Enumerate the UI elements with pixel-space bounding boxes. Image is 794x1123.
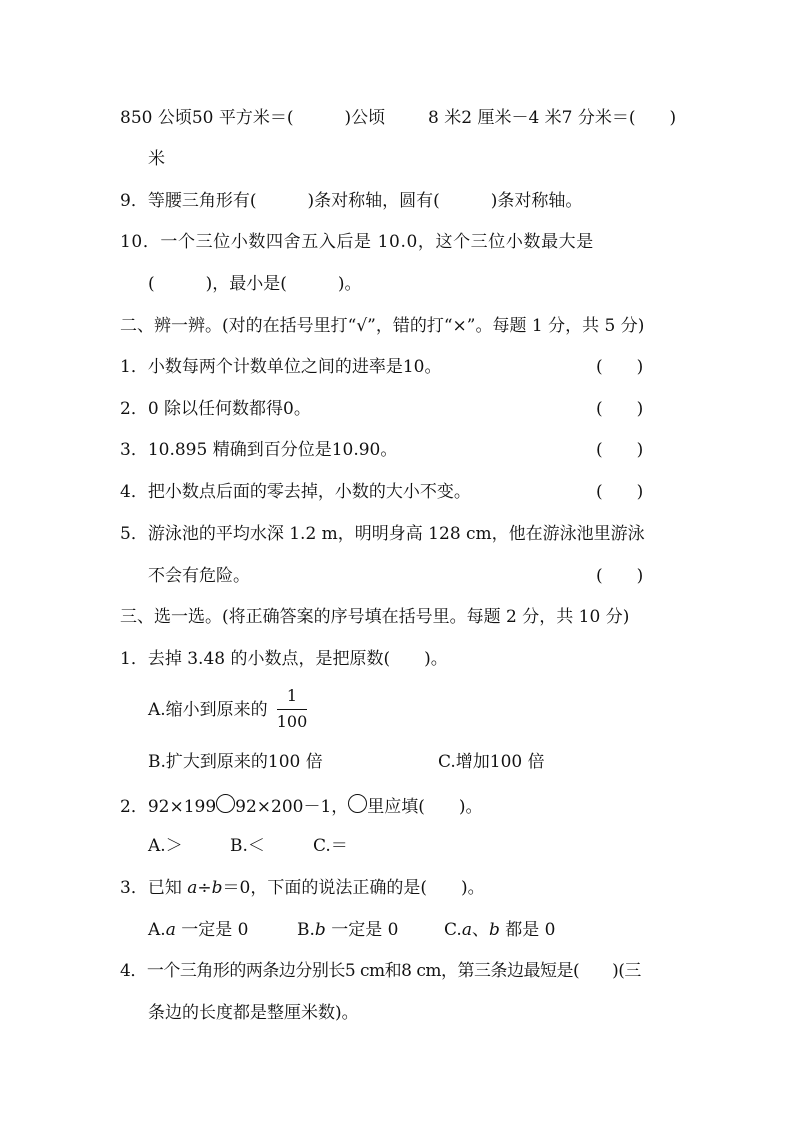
- opt-c-var2: b: [488, 920, 500, 940]
- q8-part-a: 850 公顷50 平方米＝( )公顷: [120, 108, 386, 128]
- opt-a-post: 一定是 0: [175, 920, 249, 940]
- opt-c-var1: a: [461, 920, 472, 940]
- question-9: 9．等腰三角形有( )条对称轴，圆有( )条对称轴。: [120, 191, 583, 211]
- opt-c-pre: C.: [444, 920, 462, 940]
- q3-var-a: a: [187, 878, 198, 898]
- choice-q3-option-c: [444, 919, 555, 941]
- choice-q3-option-a: [148, 919, 248, 941]
- opt-a-var: a: [165, 920, 176, 940]
- choice-q2-option-a: A.＞: [148, 836, 183, 856]
- judge-bracket-5[interactable]: ( ): [596, 566, 644, 586]
- q3-var-b: b: [211, 878, 223, 898]
- judge-bracket-4[interactable]: ( ): [596, 482, 644, 502]
- choice-q1: 1．去掉 3.48 的小数点，是把原数( )。: [120, 649, 448, 669]
- blank-circle-icon[interactable]: [216, 794, 235, 813]
- q3-div: ÷: [197, 878, 212, 898]
- choice-q1-option-a: A.缩小到原来的: [148, 700, 268, 720]
- choice-q2-option-c: C.＝: [313, 836, 348, 856]
- opt-c-post: 都是 0: [499, 920, 556, 940]
- opt-a-pre: A.: [148, 920, 166, 940]
- q3-lead: 3．已知: [120, 878, 188, 898]
- q2-lead: 2．92×199: [120, 797, 217, 817]
- choice-q4-line1: 4．一个三角形的两条边分别长5 cm和8 cm，第三条边最短是( )(三: [120, 961, 641, 981]
- q8-unit: 米: [148, 149, 165, 169]
- choice-q3-option-b: [297, 919, 398, 941]
- opt-b-var: b: [314, 920, 326, 940]
- choice-q2-option-b: B.＜: [230, 836, 265, 856]
- choice-q2: [120, 794, 483, 818]
- judge-item-4: 4．把小数点后面的零去掉，小数的大小不变。: [120, 482, 471, 502]
- choice-q3: [120, 877, 485, 899]
- opt-c-sep: 、: [471, 920, 489, 940]
- opt-b-post: 一定是 0: [325, 920, 399, 940]
- section3-heading: 三、选一选。(将正确答案的序号填在括号里。每题 2 分，共 10 分): [120, 607, 630, 627]
- q3-tail: ＝0，下面的说法正确的是( )。: [222, 878, 485, 898]
- q2-tail: 里应填( )。: [367, 797, 483, 817]
- judge-bracket-2[interactable]: ( ): [596, 399, 644, 419]
- blank-circle-icon[interactable]: [348, 794, 367, 813]
- fraction-bar: [277, 709, 307, 710]
- judge-item-1: 1．小数每两个计数单位之间的进率是10。: [120, 357, 442, 377]
- judge-item-5-line1: 5．游泳池的平均水深 1.2 m，明明身高 128 cm，他在游泳池里游泳: [120, 524, 645, 544]
- question-10-line1: 10．一个三位小数四舍五入后是 10.0，这个三位小数最大是: [120, 232, 594, 252]
- section2-heading: 二、辨一辨。(对的在括号里打“√”，错的打“×”。每题 1 分，共 5 分): [120, 316, 645, 336]
- q2-mid: 92×200－1，: [235, 797, 349, 817]
- opt-b-pre: B.: [297, 920, 315, 940]
- judge-item-2: 2．0 除以任何数都得0。: [120, 399, 311, 419]
- choice-q4-line2: 条边的长度都是整厘米数)。: [148, 1003, 359, 1023]
- choice-q1-option-c: C.增加100 倍: [438, 752, 545, 772]
- question-10-line2: ( )，最小是( )。: [148, 274, 362, 294]
- q8-part-b: 8 米2 厘米－4 米7 分米＝( ): [428, 108, 677, 128]
- judge-item-5-line2: 不会有危险。: [148, 566, 250, 586]
- fraction-denominator: 100: [276, 712, 308, 731]
- choice-q1-option-b: B.扩大到原来的100 倍: [148, 752, 323, 772]
- judge-item-3: 3．10.895 精确到百分位是10.90。: [120, 440, 398, 460]
- judge-bracket-3[interactable]: ( ): [596, 440, 644, 460]
- judge-bracket-1[interactable]: ( ): [596, 357, 644, 377]
- fraction-numerator: 1: [286, 686, 298, 705]
